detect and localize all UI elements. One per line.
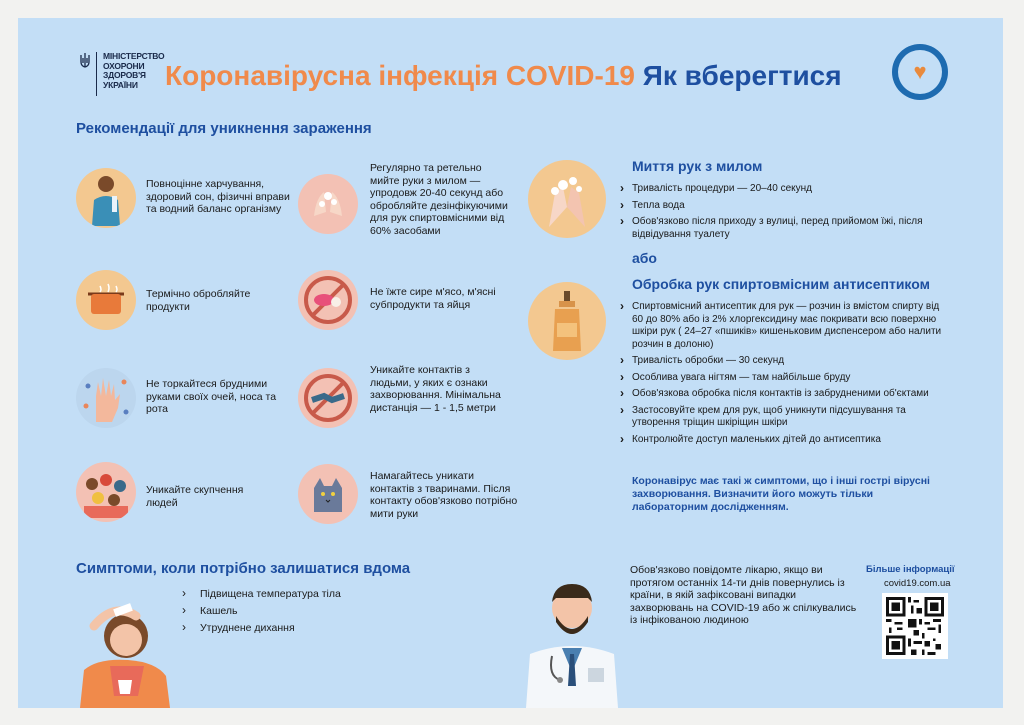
recommendation-text: Повноцінне харчування, здоровий сон, фізичні вправи та водний баланс організму	[146, 178, 290, 215]
list-item: › Спиртовмісний антисептик для рук — розчин із вмістом спирту від 60 до 80% або із 2% хлоргексидину має покривати всю поверхню шкіри рук ( 24–27 «пшиків» кишеньковим диспенсером або налити розчин в долоню)	[620, 301, 952, 351]
antiseptic-title: Обробка рук спиртовмісним антисептиком	[632, 276, 930, 292]
handwash-title: Миття рук з милом	[632, 158, 763, 174]
list-item: › Тривалість процедури — 20–40 секунд	[620, 183, 950, 196]
list-item: › Тепла вода	[620, 200, 950, 213]
emblem-ring: ♥	[898, 50, 942, 94]
title-blue: Як вберегтися	[642, 60, 842, 91]
list-item: › Застосовуйте крем для рук, щоб уникнути підсушування та утворення тріщин шкіріщин шкіри	[620, 405, 952, 430]
list-item: › Утруднене дихання	[182, 622, 402, 634]
recommendation-text: Термічно обробляйте продукти	[146, 288, 251, 313]
list-item: › Контролюйте доступ маленьких дітей до антисептика	[620, 434, 952, 447]
crowd-icon	[76, 462, 136, 522]
recommendation-text: Уникайте контактів з людьми, у яких є ознаки захворювання. Мінімальна дистанція — 1 - 1,5 метри	[370, 364, 501, 414]
more-info-url[interactable]: covid19.com.ua	[884, 578, 951, 589]
recommendation-text: Намагайтесь уникати контактів з тваринами. Після контакту обов'язково потрібно мити руки	[370, 470, 518, 520]
list-item: › Тривалість обробки — 30 секунд	[620, 355, 952, 368]
symptoms-list	[182, 588, 402, 639]
symptoms-heading: Симптоми, коли потрібно залишатися вдома	[76, 560, 411, 577]
ministry-logo	[80, 52, 163, 96]
doctor-illustration	[522, 576, 622, 708]
cat-icon	[298, 464, 358, 524]
ministry-name	[103, 52, 163, 90]
ministry-line: ОХОРОНИ	[103, 60, 145, 71]
sick-person-illustration	[74, 596, 178, 708]
qr-code-icon[interactable]	[882, 593, 948, 659]
no-contact-icon	[298, 368, 358, 428]
washing-hands-icon	[298, 174, 358, 234]
ministry-divider	[96, 52, 97, 96]
or-label: або	[632, 250, 657, 266]
doctor-note: Обов'язково повідомте лікарю, якщо ви протягом останніх 14-ти днів повернулись із країни, в якій зафіксовані випадки захворювань на COVID-19 або ж спілкувались із інфікованою людиною	[630, 564, 857, 626]
trident-icon	[80, 52, 90, 70]
sanitizer-bottle-icon	[528, 282, 606, 360]
recommendation-text: Не їжте сире м'ясо, м'ясні субпродукти та яйця	[370, 286, 496, 311]
recommendation-text: Не торкайтеся брудними руками своїх очей, носа та рота	[146, 378, 277, 415]
recommendation-text: Уникайте скупчення людей	[146, 484, 244, 509]
antiseptic-list	[620, 301, 952, 450]
list-item: › Особлива увага нігтям — там найбільше бруду	[620, 372, 952, 385]
list-item: › Кашель	[182, 605, 402, 617]
soap-hands-icon	[528, 160, 606, 238]
ministry-line: УКРАЇНИ	[103, 79, 138, 90]
ministry-line: МІНІСТЕРСТВО	[103, 51, 165, 61]
page-title	[165, 60, 842, 92]
list-item: › Підвищена температура тіла	[182, 588, 402, 600]
more-info-title: Більше інформації	[866, 564, 955, 575]
recommendation-text: Регулярно та ретельно мийте руки з милом — упродовж 20-40 секунд або обробляйте дезінфікуючими для рук спиртовмісними від 60% засобами	[370, 162, 508, 237]
heart-ribbon-icon	[892, 44, 948, 100]
title-orange: Коронавірусна інфекція COVID-19	[165, 60, 635, 91]
list-item: › Обов'язково після приходу з вулиці, перед прийомом їжі, після відвідування туалету	[620, 216, 950, 241]
list-item: › Обов'язкова обробка після контактів із забрудненими об'єктами	[620, 388, 952, 401]
ministry-line: ЗДОРОВ'Я	[103, 70, 146, 80]
cooking-pot-icon	[76, 270, 136, 330]
recommendations-heading: Рекомендації для уникнення зараження	[76, 120, 372, 137]
handwash-list	[620, 183, 950, 245]
no-raw-meat-icon	[298, 270, 358, 330]
dirty-hand-icon	[76, 368, 136, 428]
symptoms-note: Коронавірус має такі ж симптоми, що і інші гострі вірусні захворювання. Визначити його можуть тільки лабораторним дослідженням.	[632, 475, 930, 513]
healthy-person-icon	[76, 168, 136, 228]
